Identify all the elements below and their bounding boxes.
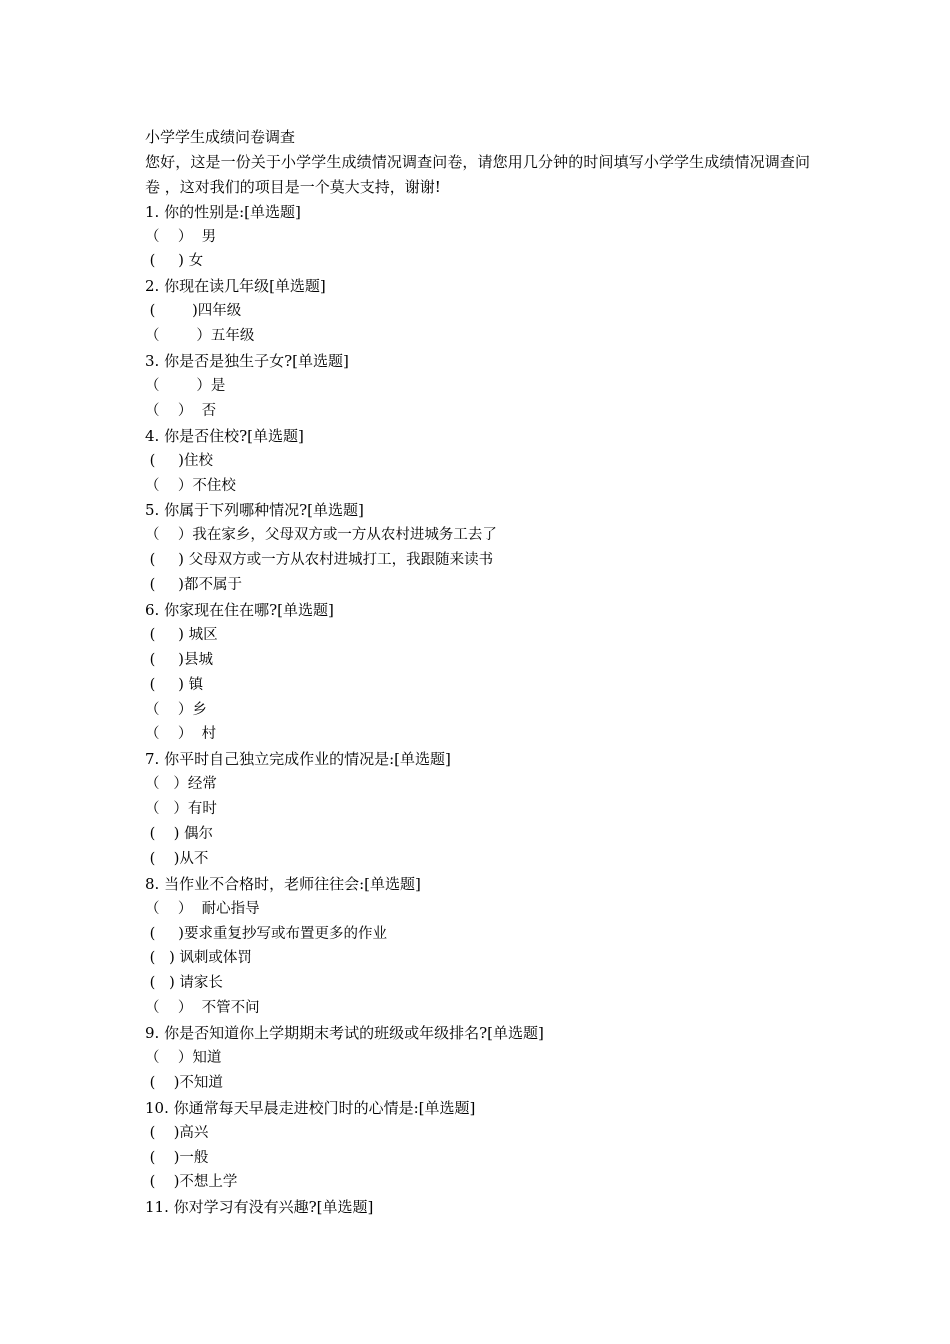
- question-10: 10. 你通常每天早晨走进校门时的心情是:[单选题]: [145, 1098, 476, 1117]
- question-5: 5. 你属于下列哪种情况?[单选题]: [145, 501, 364, 520]
- document-intro: 您好，这是一份关于小学学生成绩情况调查问卷，请您用几分钟的时间填写小学学生成绩情况调查问卷 ，这对我们的项目是一个莫大支持，谢谢!: [145, 152, 810, 196]
- question-5-option-1[interactable]: （ ）我在家乡，父母双方或一方从农村进城务工去了: [145, 527, 497, 544]
- question-9-option-2[interactable]: ( )不知道: [145, 1074, 223, 1091]
- question-1: 1. 你的性别是:[单选题]: [145, 202, 301, 221]
- question-7-option-3[interactable]: ( ) 偶尔: [145, 825, 213, 842]
- question-list: [145, 200, 825, 1221]
- question-7-option-2[interactable]: （ ）有时: [145, 801, 217, 818]
- question-6-option-2[interactable]: ( )县城: [145, 651, 213, 668]
- question-5-option-2[interactable]: ( ) 父母双方或一方从农村进城打工，我跟随来读书: [145, 552, 494, 569]
- question-4-option-2[interactable]: （ ）不住校: [145, 477, 236, 494]
- question-1-option-2[interactable]: ( ) 女: [145, 253, 204, 270]
- question-10-option-2[interactable]: ( )一般: [145, 1149, 209, 1166]
- question-3-option-1[interactable]: （ ）是: [145, 377, 226, 394]
- question-9-option-1[interactable]: （ ）知道: [145, 1049, 222, 1066]
- question-9: 9. 你是否知道你上学期期末考试的班级或年级排名?[单选题]: [145, 1024, 544, 1043]
- question-2-option-1[interactable]: ( )四年级: [145, 303, 242, 320]
- question-3: 3. 你是否是独生子女?[单选题]: [145, 352, 349, 371]
- question-6-option-1[interactable]: ( ) 城区: [145, 626, 218, 643]
- question-1-option-1[interactable]: （ ） 男: [145, 228, 217, 245]
- question-7: 7. 你平时自己独立完成作业的情况是:[单选题]: [145, 750, 451, 769]
- question-10-option-1[interactable]: ( )高兴: [145, 1124, 209, 1141]
- document-page: [145, 125, 825, 1220]
- question-6-option-3[interactable]: ( ) 镇: [145, 676, 204, 693]
- question-3-option-2[interactable]: （ ） 否: [145, 402, 217, 419]
- question-8: 8. 当作业不合格时，老师往往会:[单选题]: [145, 874, 421, 893]
- question-7-option-4[interactable]: ( )从不: [145, 850, 209, 867]
- question-8-option-4[interactable]: ( ) 请家长: [145, 975, 223, 992]
- question-5-option-3[interactable]: ( )都不属于: [145, 577, 242, 594]
- question-8-option-5[interactable]: （ ） 不管不问: [145, 1000, 260, 1017]
- question-8-option-2[interactable]: ( )要求重复抄写或布置更多的作业: [145, 925, 387, 942]
- question-11: 11. 你对学习有没有兴趣?[单选题]: [145, 1198, 374, 1217]
- question-10-option-3[interactable]: ( )不想上学: [145, 1174, 238, 1191]
- question-8-option-3[interactable]: ( ) 讽刺或体罚: [145, 950, 252, 967]
- question-4: 4. 你是否住校?[单选题]: [145, 426, 304, 445]
- question-4-option-1[interactable]: ( )住校: [145, 452, 213, 469]
- question-8-option-1[interactable]: （ ） 耐心指导: [145, 900, 260, 917]
- question-2-option-2[interactable]: （ ）五年级: [145, 328, 255, 345]
- question-6: 6. 你家现在住在哪?[单选题]: [145, 600, 334, 619]
- question-7-option-1[interactable]: （ ）经常: [145, 776, 217, 793]
- question-2: 2. 你现在读几年级[单选题]: [145, 277, 326, 296]
- question-6-option-4[interactable]: （ ）乡: [145, 701, 207, 718]
- question-6-option-5[interactable]: （ ） 村: [145, 726, 217, 743]
- document-title: 小学学生成绩问卷调查: [145, 128, 296, 146]
